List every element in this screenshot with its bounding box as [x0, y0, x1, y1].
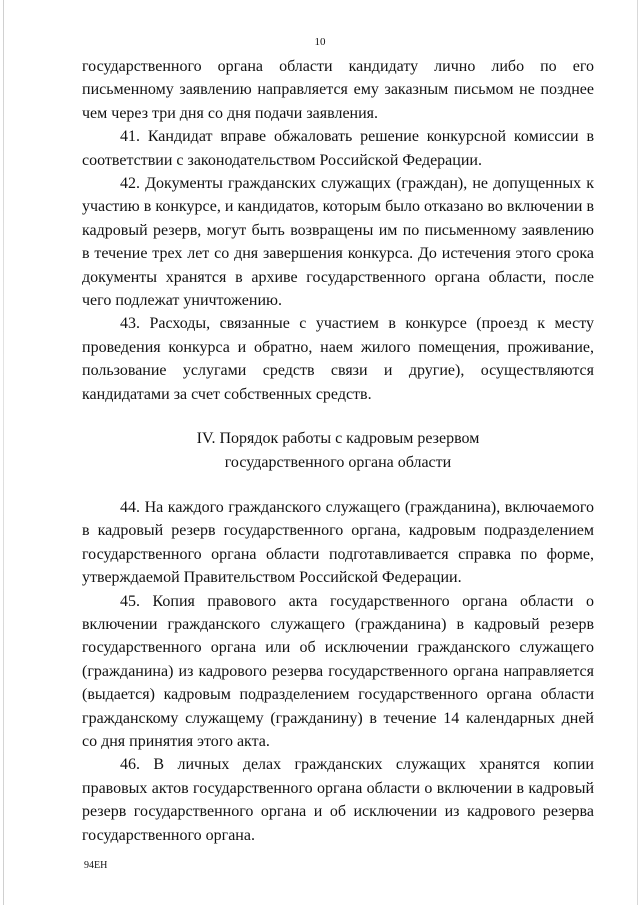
document-body [82, 55, 594, 847]
section-heading-line-2: государственного органа области [224, 453, 452, 471]
paragraph-43: 43. Расходы, связанные с участием в конкурсе (проезд к месту проведения конкурса и обратно, наем жилого помещения, проживание, пользование услугами средств связи и другие), осуществляются кандидатами за счет собственных средств. [82, 315, 594, 403]
paragraph-41: 41. Кандидат вправе обжаловать решение конкурсной комиссии в соответствии с законодательством Российской Федерации. [82, 128, 594, 169]
paragraph-42: 42. Документы гражданских служащих (граждан), не допущенных к участию в конкурсе, и кандидатов, которым было отказано во включении в кадровый резерв, могут быть возвращены им по письменному заявлению в течение трех лет со дня завершения конкурса. До истечения этого срока документы хранятся в архиве государственного органа области, после чего подлежат уничтожению. [82, 175, 594, 310]
paragraph-continuation: государственного органа области кандидату лично либо по его письменному заявлению направляется ему заказным письмом не позднее чем через три дня со дня подачи заявления. [82, 58, 594, 122]
paragraph-45: 45. Копия правового акта государственного органа области о включении гражданского служащего (гражданина) в кадровый резерв государственного органа или об исключении гражданского служащего (гражданина) из кадрового резерва государственного органа направляется (выдается) кадровым подразделением государственного органа области гражданскому служащему (гражданину) в течение 14 календарных дней со дня принятия этого акта. [82, 592, 594, 750]
scan-left-edge [3, 0, 4, 905]
paragraph-46: 46. В личных делах гражданских служащих хранятся копии правовых актов государственного органа области о включении в кадровый резерв государственного органа и об исключении из кадрового резерва государственного органа. [82, 756, 594, 844]
paragraph-44: 44. На каждого гражданского служащего (гражданина), включаемого в кадровый резерв государственного органа, кадровым подразделением государственного органа области подготавливается справка по форме, утверждаемой Правительством Российской Федерации. [82, 498, 594, 587]
page-number: 10 [314, 36, 326, 48]
section-heading-line-1: IV. Порядок работы с кадровым резервом [196, 430, 480, 448]
scan-right-edge [637, 0, 638, 905]
footer-code: 94ЕН [84, 860, 108, 871]
